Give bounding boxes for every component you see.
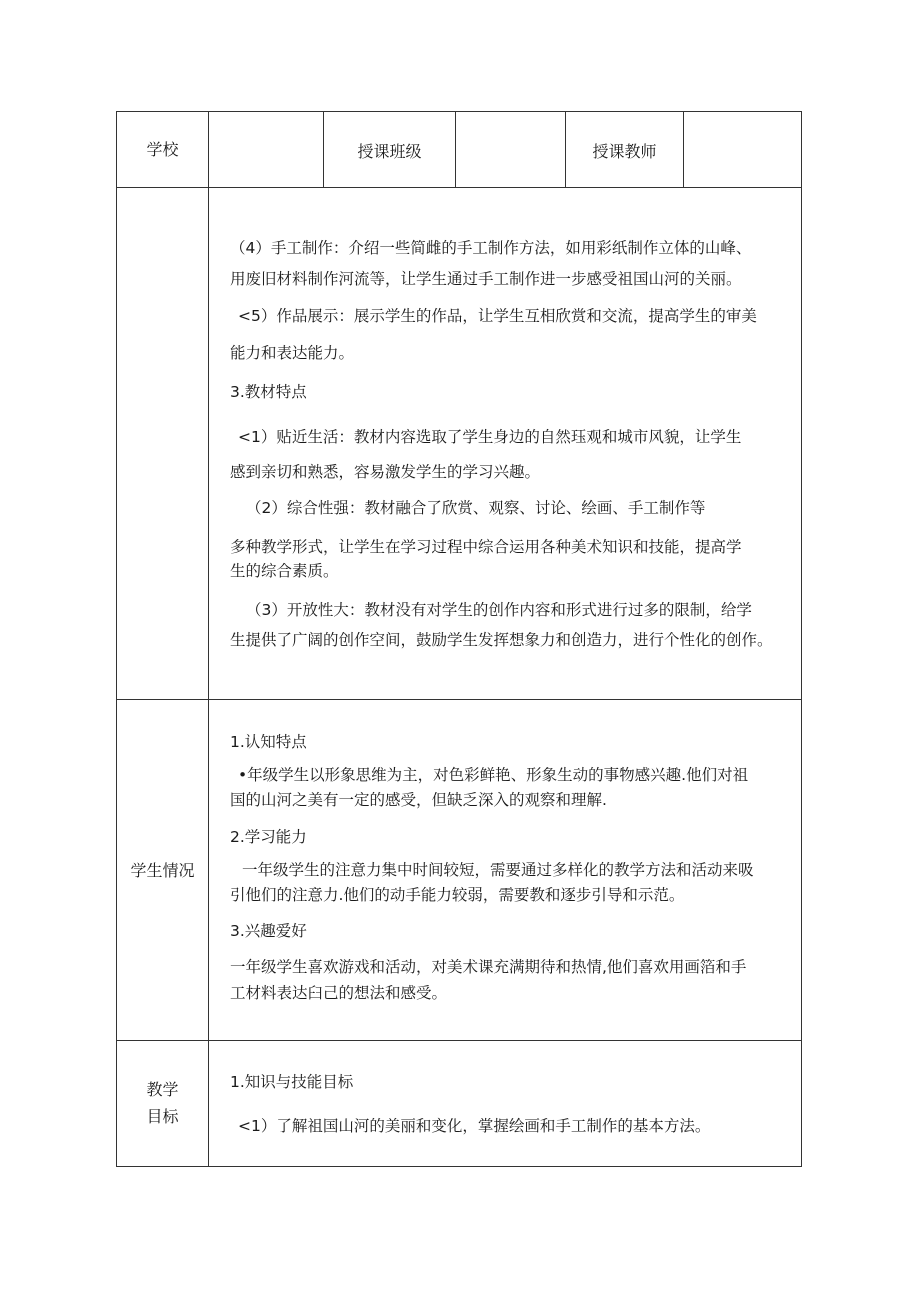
section2-line: 一年级学生喜欢游戏和活动，对美术课充满期待和热情,他们喜欢用画箔和手 [230, 958, 747, 976]
section2-heading: 3.兴趣爱好 [230, 922, 307, 940]
row-divider [117, 187, 801, 188]
section2-heading: 1.认知特点 [230, 733, 307, 751]
section1-line: 用废旧材料制作河流等，让学生通过手工制作进一步感受祖国山河的关丽。 [230, 270, 742, 288]
class-label: 授课班级 [357, 142, 422, 161]
section1-line: （3）开放性大：教材没有对学生的创作内容和形式进行过多的限制，给学 [246, 601, 752, 619]
section1-line: 多种教学形式，让学生在学习过程中综合运用各种美术知识和技能，提高学 [230, 538, 742, 556]
section1-line: 生的综合素质。 [230, 562, 339, 580]
student-situation-label: 学生情况 [130, 861, 195, 880]
column-divider [455, 112, 456, 187]
section1-line: 生提供了广阔的创作空间，鼓励学生发挥想象力和创造力，进行个性化的创作。 [230, 631, 773, 649]
section2-line: 国的山河之美有一定的感受，但缺乏深入的观察和理解. [230, 791, 607, 809]
row-divider [117, 1040, 801, 1041]
section1-line: （4）手工制作：介绍一些简雌的手工制作方法，如用彩纸制作立体的山峰、 [230, 239, 752, 257]
section2-line: 一年级学生的注意力集中时间较短，需要通过多样化的教学方法和活动来吸 [242, 861, 754, 879]
section1-line: （2）综合性强：教材融合了欣赏、观察、讨论、绘画、手工制作等 [246, 499, 706, 517]
section2-line: •年级学生以形象思维为主，对色彩鲜艳、形象生动的事物感兴趣.他们对祖 [238, 766, 749, 784]
section3-line: <1）了解祖国山河的美丽和变化，掌握绘画和手工制作的基本方法。 [238, 1117, 711, 1135]
teacher-label: 授课教师 [592, 142, 657, 161]
row-divider [117, 699, 801, 700]
section1-line: 能力和表达能力。 [230, 344, 355, 362]
section3-heading: 1.知识与技能目标 [230, 1073, 354, 1091]
column-divider [683, 112, 684, 187]
section2-line: 工材料表达臼己的想法和感受。 [230, 984, 448, 1002]
lesson-plan-table [116, 111, 802, 1167]
section1-line: 感到亲切和熟悉，容易激发学生的学习兴趣。 [230, 463, 541, 481]
column-divider [208, 112, 209, 1166]
section2-heading: 2.学习能力 [230, 828, 307, 846]
school-label: 学校 [146, 140, 179, 159]
teaching-goals-label-line2: 目标 [146, 1107, 179, 1126]
teaching-goals-label-line1: 教学 [146, 1080, 179, 1099]
section2-line: 引他们的注意力.他们的动手能力较弱，需要教和逐步引导和示范。 [230, 886, 685, 904]
section1-heading: 3.教材特点 [230, 383, 307, 401]
section1-line: <1）贴近生活：教材内容选取了学生身边的自然珏观和城市风貌，让学生 [238, 428, 742, 446]
section1-line: <5）作品展示：展示学生的作品，让学生互相欣赏和交流，提高学生的审美 [238, 307, 757, 325]
